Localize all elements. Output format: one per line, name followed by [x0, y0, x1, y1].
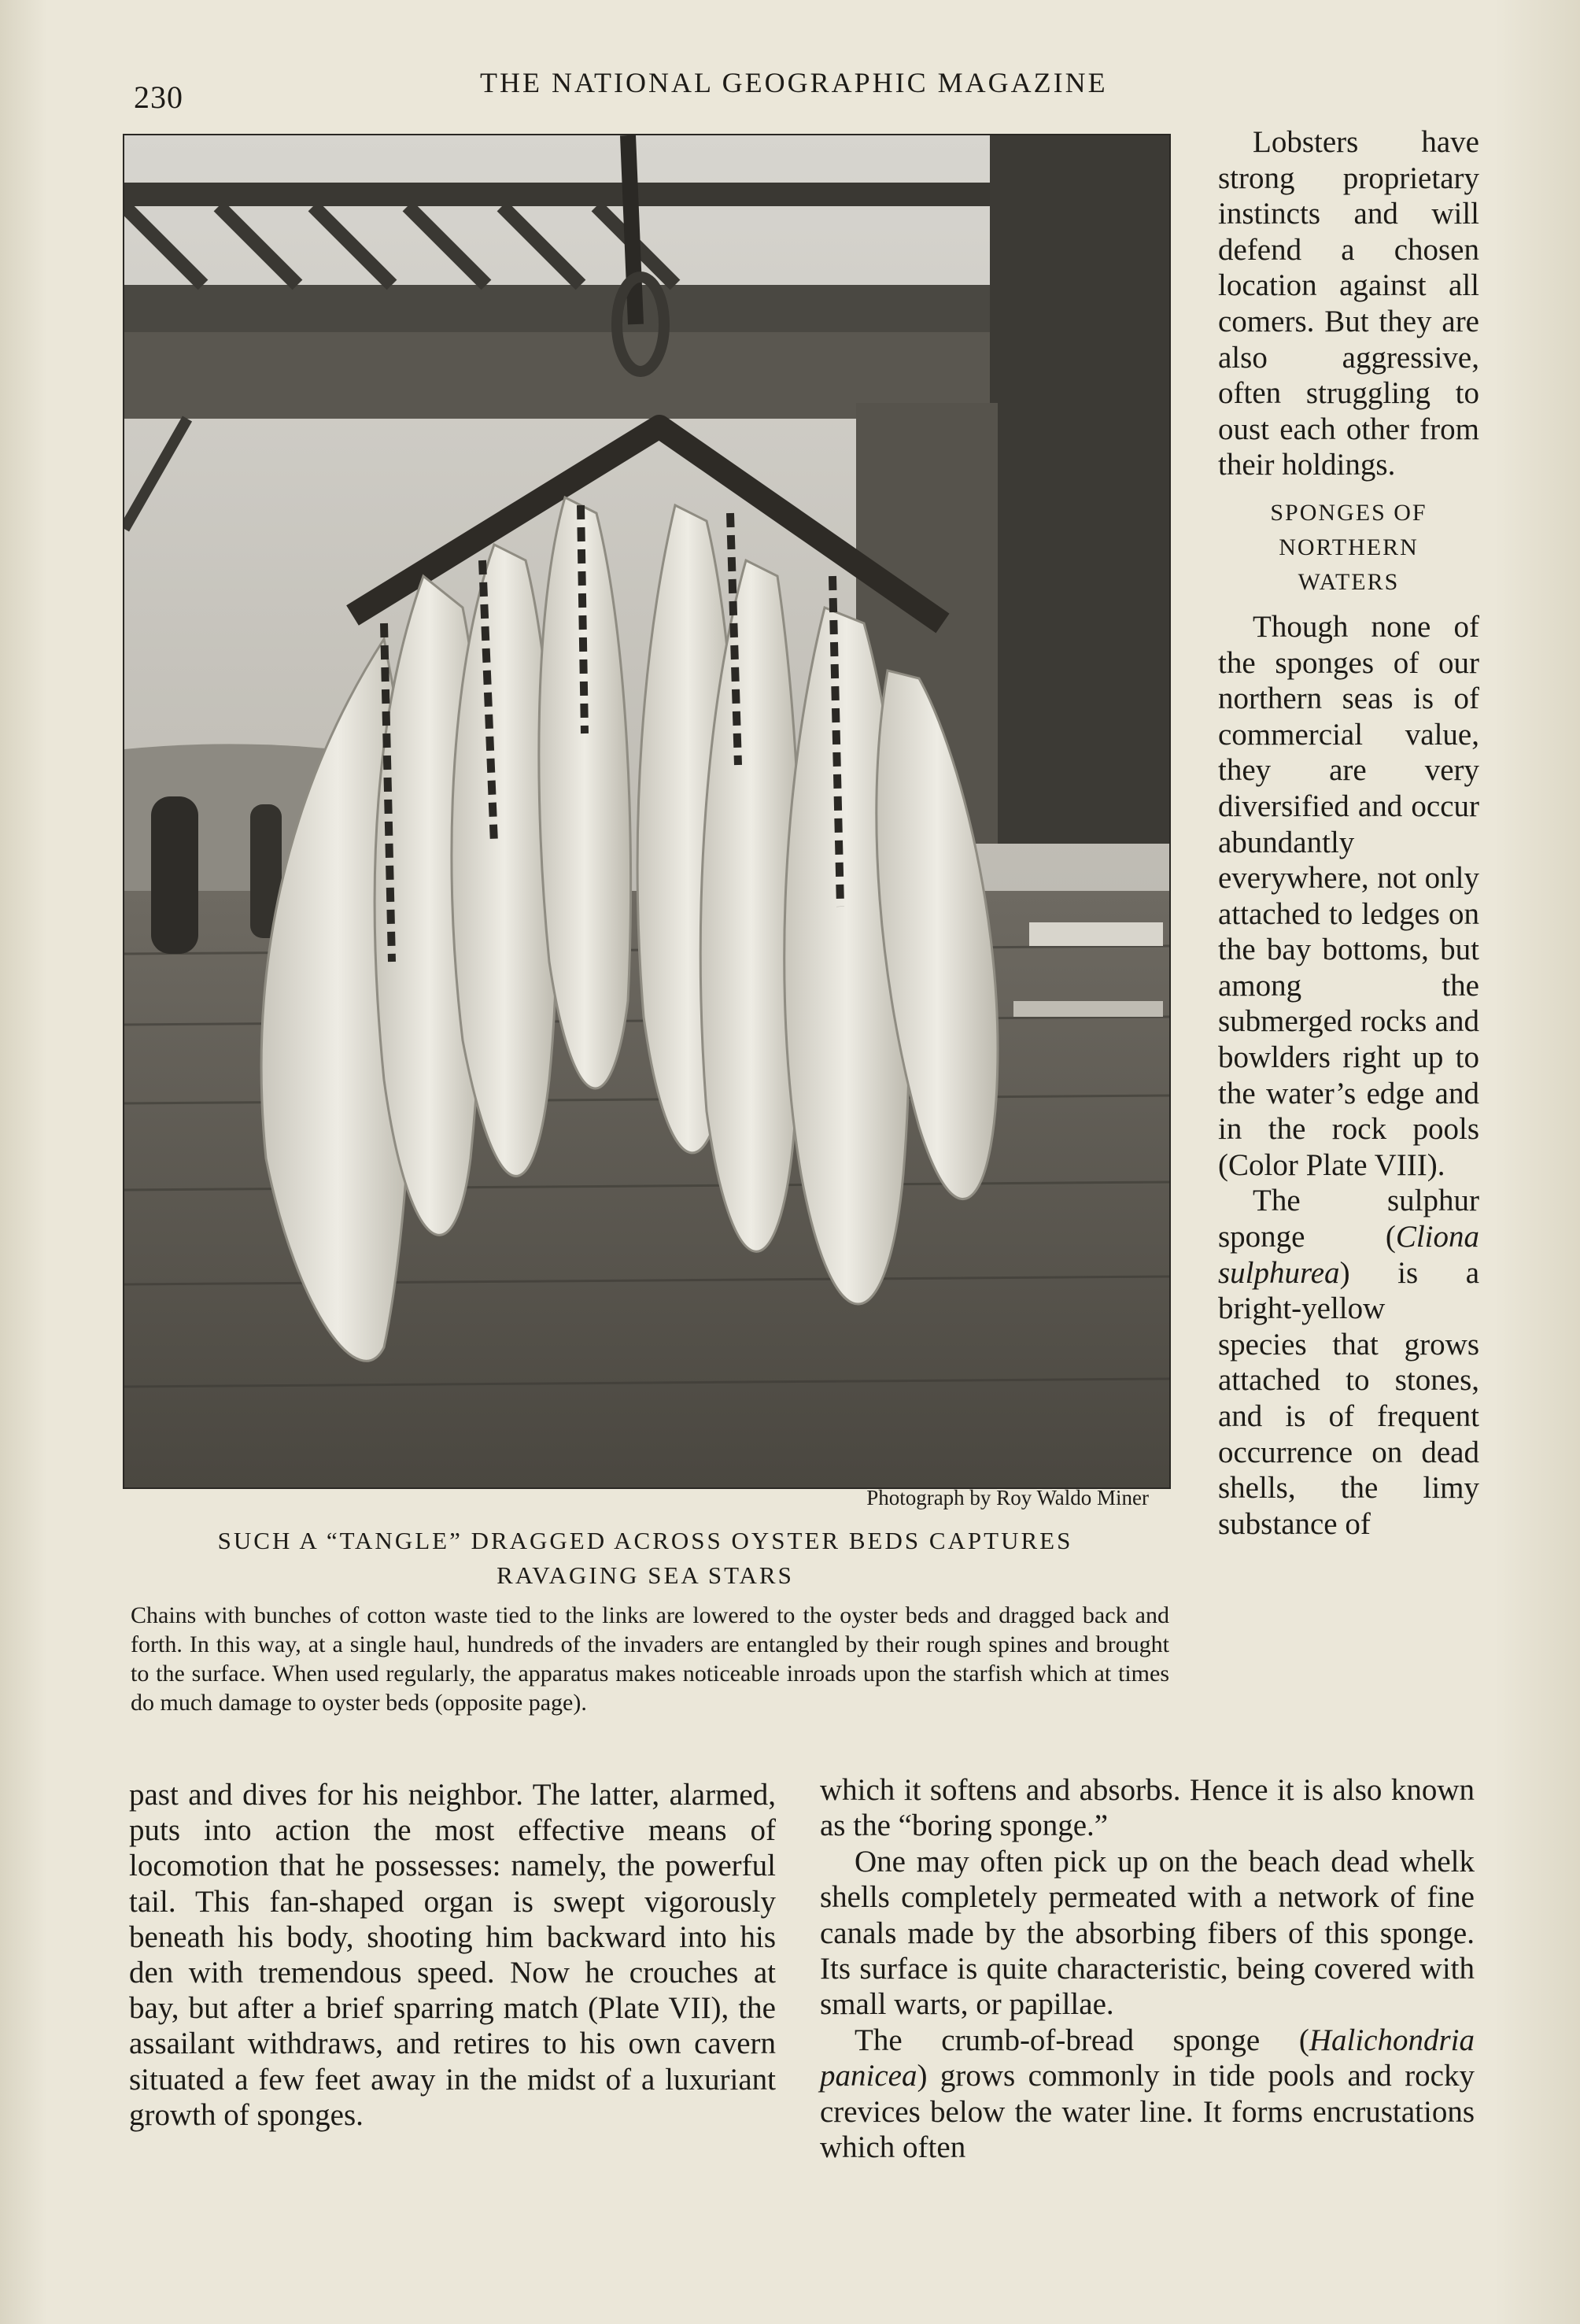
right-paragraph-continued: which it softens and absorbs. Hence it is also known as the “boring sponge.”: [820, 1773, 1475, 1843]
crumb-text-start: The crumb-of-bread sponge (: [855, 2023, 1309, 2057]
caption-title-line-1: SUCH A “TANGLE” DRAGGED ACROSS OYSTER BEDS CAPTURES: [217, 1527, 1073, 1554]
section-heading-sponges: [1218, 496, 1479, 600]
section-heading-line-1: SPONGES OF: [1270, 499, 1427, 526]
running-head: [126, 66, 1558, 113]
side-column: [1218, 124, 1479, 1542]
photograph-tangle: [123, 134, 1171, 1489]
left-body-column: [129, 1777, 776, 2133]
side-paragraph-sulphur-sponge: [1218, 1183, 1479, 1542]
caption-title: [123, 1524, 1168, 1593]
crumb-text-end: ) grows commonly in tide pools and rocky crevices below the water line. It forms encrustations which often: [820, 2059, 1475, 2165]
section-heading-line-2: NORTHERN: [1279, 534, 1419, 560]
sulphur-species-name: Cliona sulphurea: [1218, 1220, 1479, 1290]
sulphur-text-start: The sulphur sponge (: [1218, 1184, 1479, 1254]
section-heading-line-3: WATERS: [1298, 568, 1400, 595]
left-paragraph: past and dives for his neighbor. The latter, alarmed, puts into action the most effective means of locomotion that he possesses: namely, the powerful tail. This fan-shaped organ is swept vigorously beneath his body, shooting him backward into his den with tremendous speed. Now he crouches at bay, but after a brief sparring match (Plate VII), the assailant withdraws, and retires to his own cavern situated a few feet away in the midst of a luxuriant growth of sponges.: [129, 1778, 776, 2132]
right-body-column: [820, 1772, 1475, 2165]
crumb-species-name: Halichondria panicea: [820, 2023, 1475, 2093]
caption-body: Chains with bunches of cotton waste tied to the links are lowered to the oyster beds and dragged back and forth. In this way, at a single haul, hundreds of the invaders are entangled by their rough spines and brought to the surface. When used regularly, the apparatus makes noticeable inroads upon the starfish which at times do much damage to oyster beds (opposite page).: [131, 1602, 1169, 1716]
photo-credit: Photograph by Roy Waldo Miner: [866, 1486, 1149, 1509]
caption-title-line-2: RAVAGING SEA STARS: [497, 1561, 794, 1589]
side-paragraph-sponges: Though none of the sponges of our northern seas is of commercial value, they are very diversified and occur abundantly everywhere, not only attached to ledges on the bay bottoms, but among the submerged rocks and bowlders right up to the water’s edge and in the rock pools (Color Plate VIII).: [1218, 609, 1479, 1182]
right-paragraph-crumb-of-bread: [820, 2023, 1475, 2166]
side-paragraph-lobsters: Lobsters have strong proprietary instincts and will defend a chosen location against all comers. But they are also aggressive, often struggling to oust each other from their holdings.: [1218, 125, 1479, 482]
right-paragraph-whelk-shells: One may often pick up on the beach dead whelk shells completely permeated with a network of fine canals made by the absorbing fibers of this sponge. Its surface is quite characteristic, being covered with small warts, or papillae.: [820, 1844, 1475, 2022]
magazine-title: THE NATIONAL GEOGRAPHIC MAGAZINE: [480, 67, 1108, 98]
page-number: 230: [134, 79, 183, 115]
sulphur-text-end: ) is a bright-yellow species that grows attached to stones, and is of frequent occurrence on dead shells, the limy substance of: [1218, 1255, 1479, 1541]
